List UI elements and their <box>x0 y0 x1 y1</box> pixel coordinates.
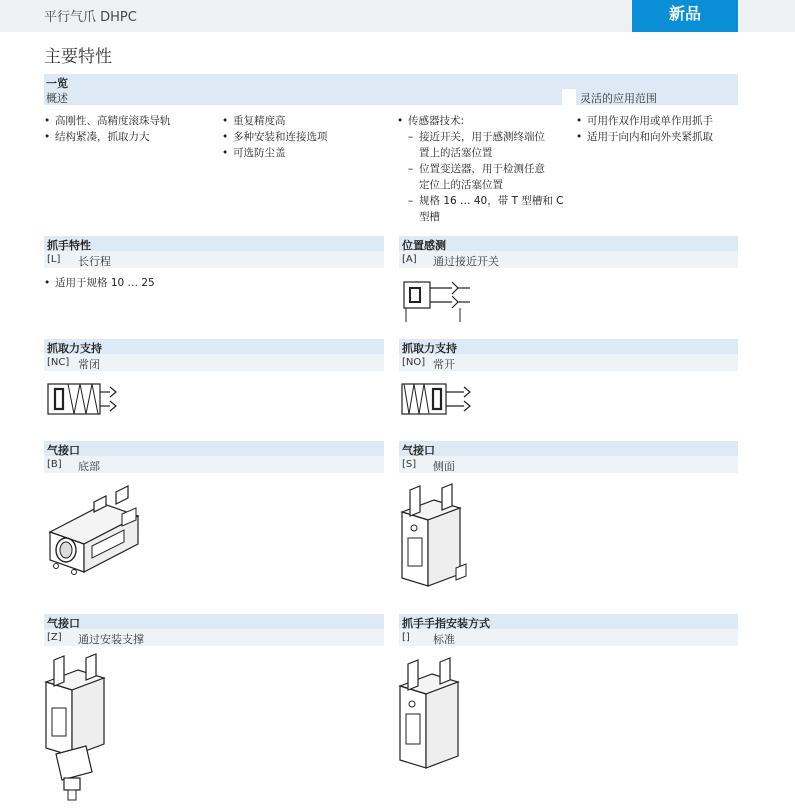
gripper-bullets <box>44 275 155 291</box>
sub-item-cont: 定位上的活塞位置 <box>419 179 503 191</box>
port-z-label: 通过安装支撑 <box>78 633 144 646</box>
list-item: • 高刚性、高精度滚珠导轨 <box>44 113 171 129</box>
overview-heading: 一览 <box>46 77 68 90</box>
gripper-code: [L] <box>47 254 61 265</box>
list-item: • 结构紧凑，抓取力大 <box>44 129 171 145</box>
force-nc-label: 常闭 <box>78 358 100 371</box>
list-item: • 可选防尘盖 <box>222 145 328 161</box>
overview-col1 <box>44 113 171 145</box>
port-b-title: 气接口 <box>47 444 80 457</box>
list-item: • 重复精度高 <box>222 113 328 129</box>
sensing-code: [A] <box>402 254 417 265</box>
port-s-label: 侧面 <box>433 460 455 473</box>
list-item: • 适用于向内和向外夹紧抓取 <box>576 129 713 145</box>
force-nc-title: 抓取力支持 <box>47 342 102 355</box>
port-s-code: [S] <box>402 459 417 470</box>
normally-open-symbol <box>400 382 472 416</box>
gripper-bottom-port-image <box>44 482 144 578</box>
list-item: • 适用于规格 10 … 25 <box>44 275 155 291</box>
finger-code: [] <box>402 632 410 643</box>
gripper-title: 抓手特性 <box>47 239 91 252</box>
overview-subheading: 概述 <box>46 92 68 105</box>
force-nc-code: [NC] <box>47 357 70 368</box>
port-s-title: 气接口 <box>402 444 435 457</box>
gripper-side-port-image <box>396 482 470 592</box>
gripper-label: 长行程 <box>78 255 111 268</box>
port-b-label: 底部 <box>78 460 100 473</box>
list-item: • 传感器技术: <box>397 113 564 129</box>
sub-item: – 规格 16 … 40，带 T 型槽和 C <box>397 193 564 209</box>
port-s-band <box>399 441 738 456</box>
list-item: • 可用作双作用或单作用抓手 <box>576 113 713 129</box>
gripper-support-port-image <box>42 654 114 804</box>
normally-closed-symbol <box>46 382 118 416</box>
overview-col2 <box>222 113 328 161</box>
page-title: 主要特性 <box>44 47 112 67</box>
port-z-code: [Z] <box>47 632 62 643</box>
port-z-band <box>44 614 384 629</box>
port-b-band <box>44 441 384 456</box>
proximity-switch-symbol <box>400 278 474 324</box>
finger-label: 标准 <box>433 633 455 646</box>
gripper-band <box>44 236 384 251</box>
overview-col4 <box>576 113 713 145</box>
port-b-code: [B] <box>47 459 62 470</box>
sub-item: – 接近开关，用于感测终端位 <box>397 129 564 145</box>
sensing-title: 位置感测 <box>402 239 446 252</box>
force-no-code: [NO] <box>402 357 426 368</box>
sensing-label: 通过接近开关 <box>433 255 499 268</box>
sub-item-cont: 型槽 <box>419 211 440 223</box>
sub-item: – 位置变送器，用于检测任意 <box>397 161 564 177</box>
new-badge: 新品 <box>632 0 738 32</box>
overview-sub-band <box>44 89 562 105</box>
gripper-standard-finger-image <box>396 656 468 772</box>
flexible-heading: 灵活的应用范围 <box>580 92 657 105</box>
list-item: • 多种安装和连接选项 <box>222 129 328 145</box>
sub-item-cont: 置上的活塞位置 <box>419 147 493 159</box>
overview-col3 <box>397 113 564 225</box>
finger-title: 抓手手指安装方式 <box>402 617 490 630</box>
force-no-title: 抓取力支持 <box>402 342 457 355</box>
sensing-band <box>399 236 738 251</box>
overview-band <box>44 74 738 89</box>
product-title: 平行气爪 DHPC <box>44 10 137 25</box>
port-z-title: 气接口 <box>47 617 80 630</box>
force-no-label: 常开 <box>433 358 455 371</box>
